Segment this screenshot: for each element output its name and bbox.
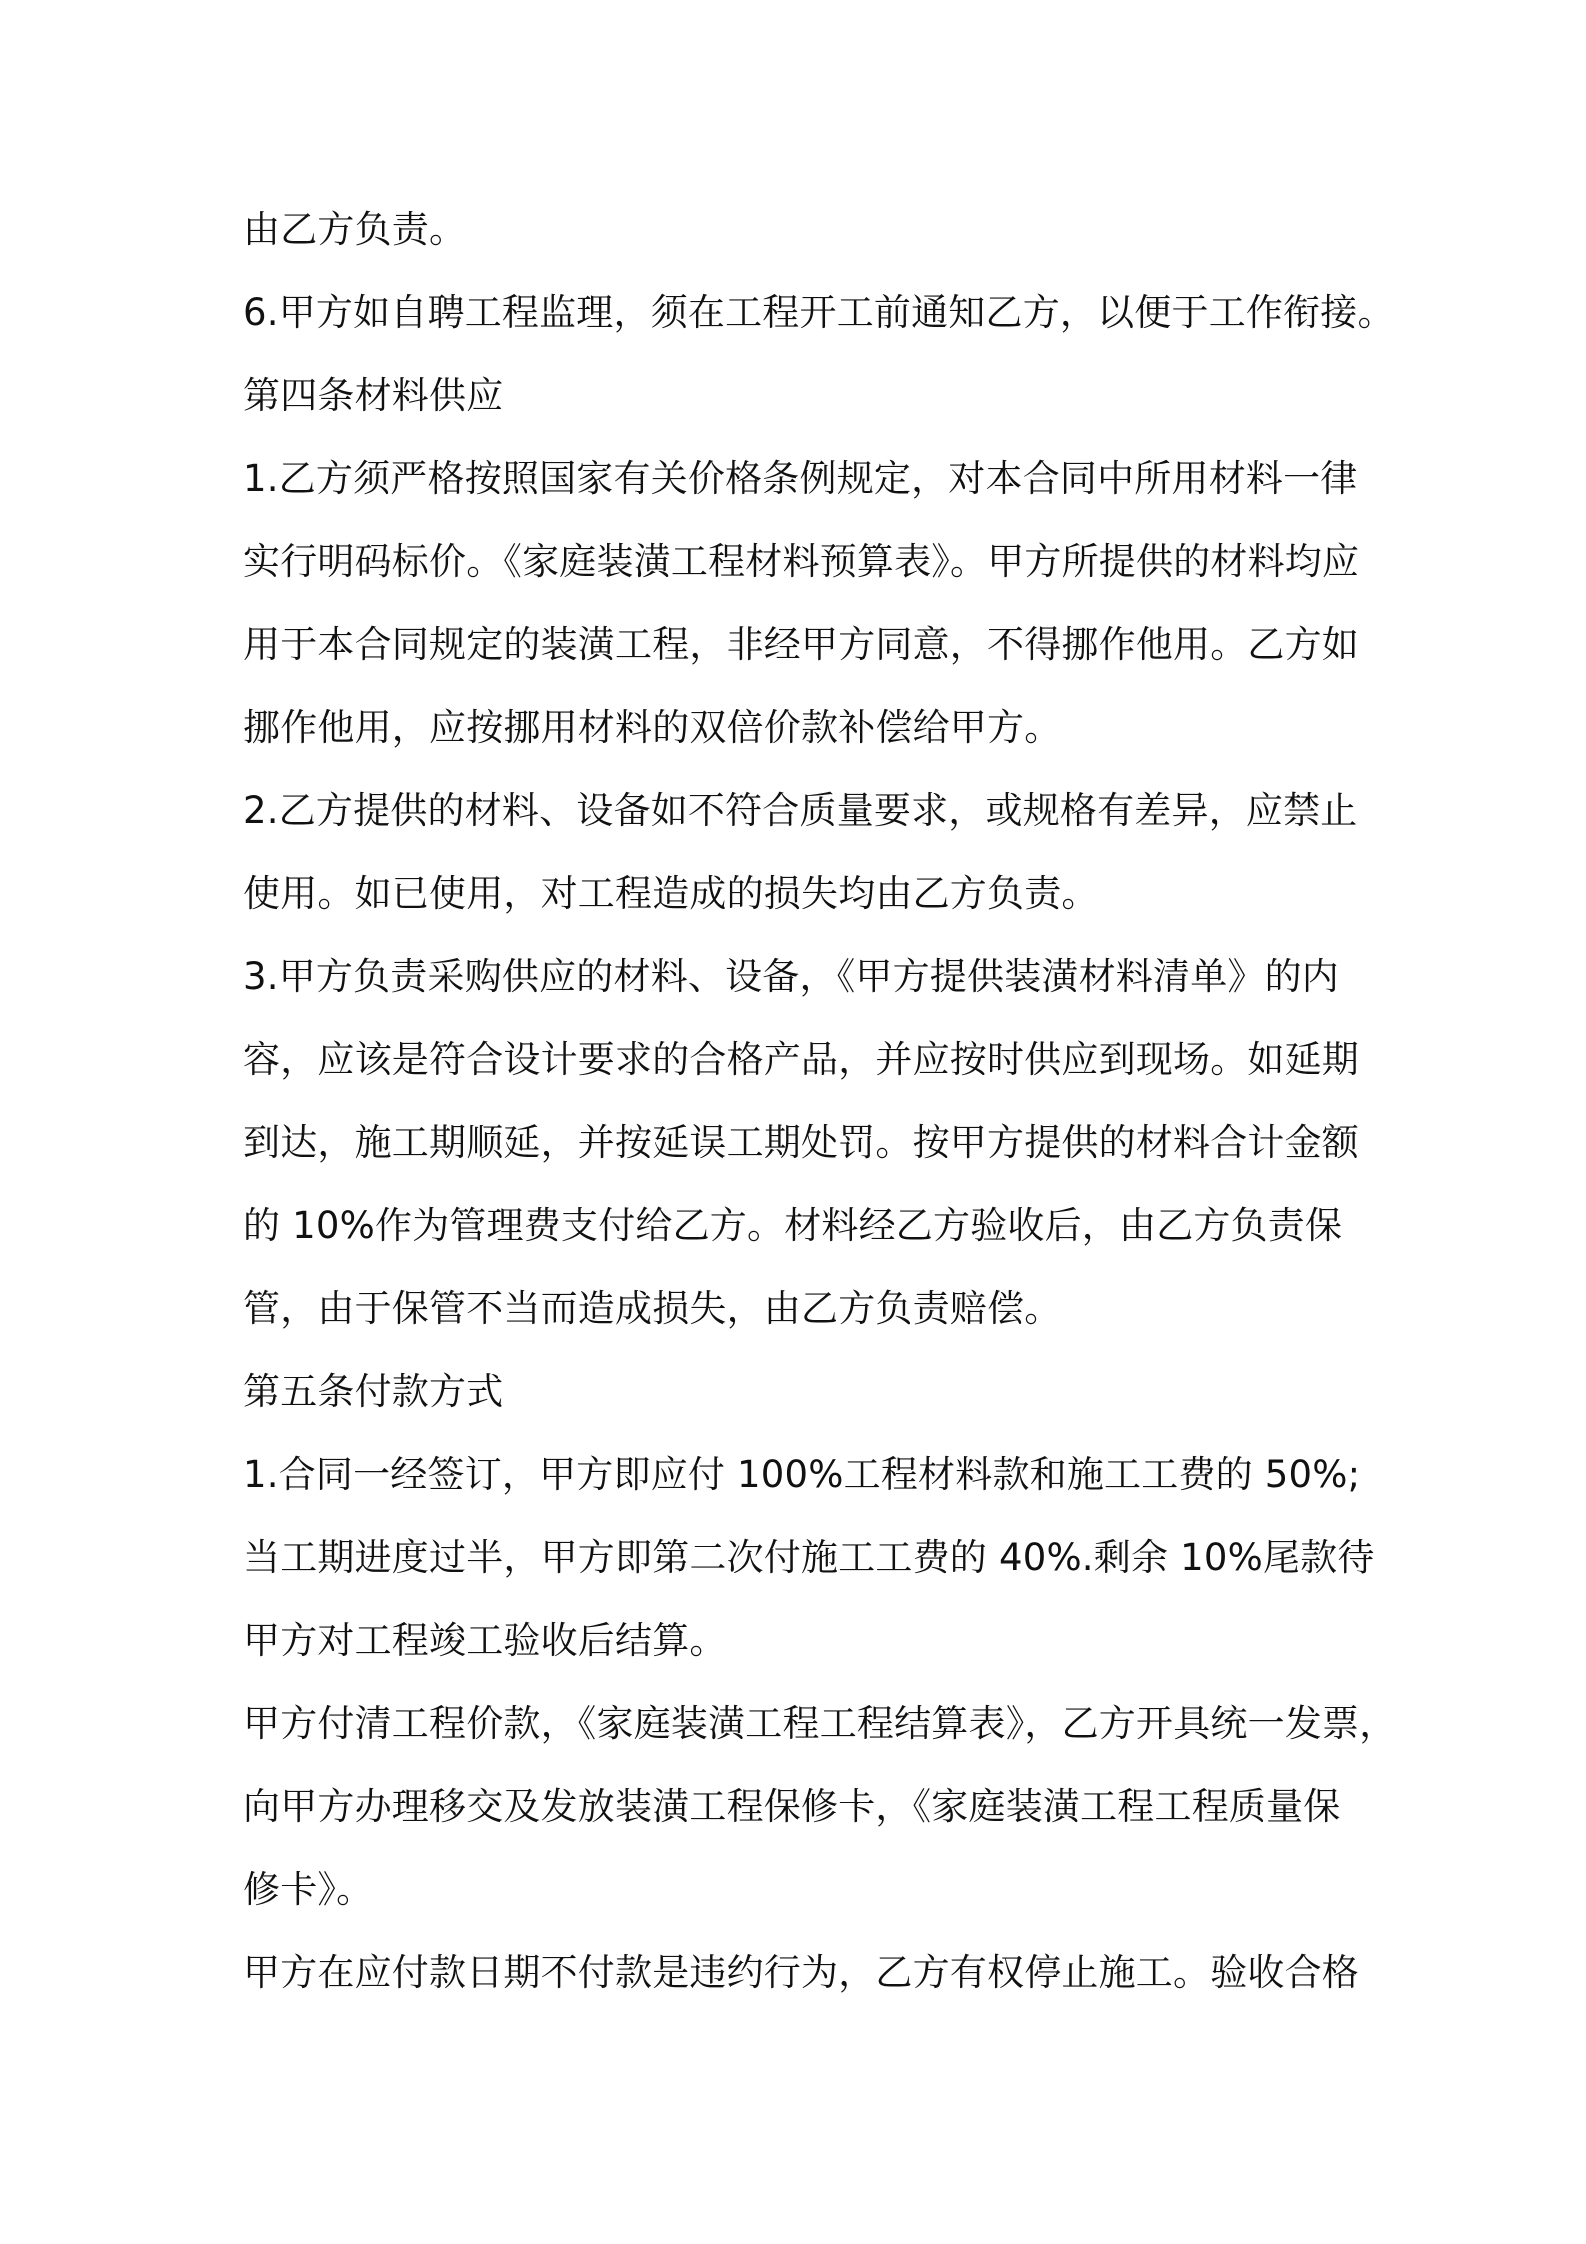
text-line: 使用。如已使用，对工程造成的损失均由乙方负责。	[243, 872, 1099, 915]
text-line: 修卡》。	[243, 1868, 374, 1911]
text-line: 甲方对工程竣工验收后结算。	[243, 1619, 727, 1662]
text-line: 容，应该是符合设计要求的合格产品，并应按时供应到现场。如延期	[243, 1038, 1359, 1081]
text-line: 用于本合同规定的装潢工程，非经甲方同意，不得挪作他用。乙方如	[243, 623, 1359, 666]
text-line: 6.甲方如自聘工程监理，须在工程开工前通知乙方，以便于工作衔接。	[243, 291, 1395, 334]
section-heading: 第四条材料供应	[243, 374, 504, 417]
text-line: 挪作他用，应按挪用材料的双倍价款补偿给甲方。	[243, 706, 1062, 749]
text-line: 1.乙方须严格按照国家有关价格条例规定，对本合同中所用材料一律	[243, 457, 1358, 500]
document-body	[243, 188, 1397, 2014]
text-line: 的 10%作为管理费支付给乙方。材料经乙方验收后，由乙方负责保	[243, 1204, 1343, 1247]
text-line: 到达，施工期顺延，并按延误工期处罚。按甲方提供的材料合计金额	[243, 1121, 1359, 1164]
text-line: 1.合同一经签订，甲方即应付 100%工程材料款和施工工费的 50%;	[243, 1453, 1361, 1496]
text-line: 甲方在应付款日期不付款是违约行为，乙方有权停止施工。验收合格	[243, 1951, 1359, 1994]
text-line: 当工期进度过半，甲方即第二次付施工工费的 40%.剩余 10%尾款待	[243, 1536, 1375, 1579]
text-line: 向甲方办理移交及发放装潢工程保修卡，《家庭装潢工程工程质量保	[243, 1785, 1341, 1828]
text-line: 由乙方负责。	[243, 208, 467, 251]
text-line: 3.甲方负责采购供应的材料、设备，《甲方提供装潢材料清单》的内	[243, 955, 1339, 998]
text-line: 实行明码标价。《家庭装潢工程材料预算表》。甲方所提供的材料均应	[243, 540, 1360, 583]
section-heading: 第五条付款方式	[243, 1370, 504, 1413]
text-line: 管，由于保管不当而造成损失，由乙方负责赔偿。	[243, 1287, 1062, 1330]
text-line: 甲方付清工程价款，《家庭装潢工程工程结算表》，乙方开具统一发票，	[243, 1702, 1397, 1745]
text-line: 2.乙方提供的材料、设备如不符合质量要求，或规格有差异，应禁止	[243, 789, 1358, 832]
